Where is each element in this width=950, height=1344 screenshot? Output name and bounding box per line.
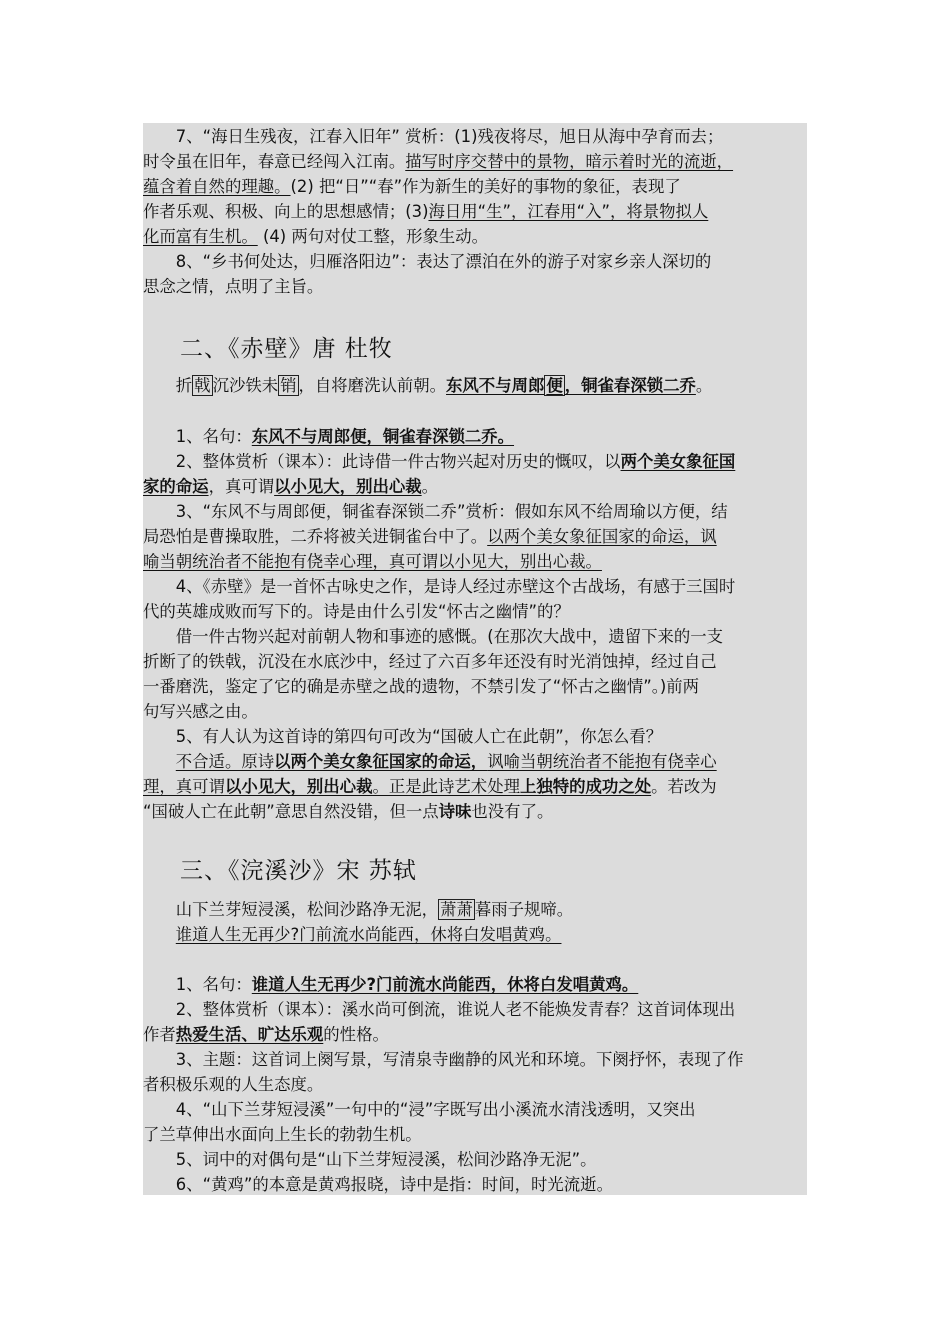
paragraph-line: 4、《赤壁》是一首怀古咏史之作，是诗人经过赤壁这个古战场，有感于三国时 — [143, 577, 736, 596]
paragraph-line: 8、“乡书何处达，归雁洛阳边”：表达了漂泊在外的游子对家乡亲人深切的 — [143, 252, 712, 271]
paragraph-line: 作者乐观、积极、向上的思想感情；(3)海日用“生”，江春用“入”，将景物拟人 — [143, 202, 709, 221]
paragraph-line: 5、词中的对偶句是“山下兰芽短浸溪，松间沙路净无泥”。 — [143, 1150, 597, 1169]
paragraph-line: 不合适。原诗以两个美女象征国家的命运，讽喻当朝统治者不能抱有侥幸心 — [175, 752, 717, 771]
poem-line: 谁道人生无再少?门前流水尚能西，休将白发唱黄鸡。 — [175, 925, 562, 944]
paragraph-line: “国破人亡在此朝”意思自然没错，但一点诗味也没有了。 — [143, 802, 554, 821]
paragraph-line: 蕴含着自然的理趣。(2) 把“日”“春”作为新生的美好的事物的象征，表现了 — [143, 177, 681, 196]
paragraph-line: 思念之情，点明了主旨。 — [143, 277, 324, 296]
paragraph-line: 1、名句：谁道人生无再少?门前流水尚能西，休将白发唱黄鸡。 — [143, 975, 639, 994]
paragraph-line: 一番磨洗，鉴定了它的确是赤壁之战的遗物，不禁引发了“怀古之幽情”。)前两 — [143, 677, 700, 696]
paragraph-line: 喻当朝统治者不能抱有侥幸心理，真可谓以小见大，别出心裁。 — [143, 552, 602, 571]
paragraph-line: 家的命运，真可谓以小见大，别出心裁。 — [143, 477, 439, 496]
poem-line: 山下兰芽短浸溪，松间沙路净无泥， 萧萧 暮雨子规啼。 — [143, 900, 574, 919]
paragraph-line: 折断了的铁戟，沉没在水底沙中，经过了六百多年还没有时光消蚀掉，经过自己 — [143, 652, 717, 671]
paragraph-line: 3、“东风不与周郎便，铜雀春深锁二乔”赏析：假如东风不给周瑜以方便，结 — [143, 502, 728, 521]
paragraph-line: 代的英雄成败而写下的。诗是由什么引发“怀古之幽情”的？ — [143, 602, 570, 621]
paragraph-line: 化而富有生机。 (4) 两句对仗工整，形象生动。 — [143, 227, 489, 246]
section-heading-huanxisha: 三、《浣溪沙》宋 苏轼 — [180, 858, 417, 884]
paragraph-line: 了兰草伸出水面向上生长的勃勃生机。 — [143, 1125, 422, 1144]
poem-line: 折 戟 沉沙铁未 销 ，自将磨洗认前朝。东风不与周郎 便 ，铜雀春深锁二乔。 — [143, 376, 713, 395]
paragraph-line: 2、整体赏析（课本）：此诗借一件古物兴起对历史的慨叹，以两个美女象征国 — [143, 452, 736, 471]
paragraph-line: 6、“黄鸡”的本意是黄鸡报晓，诗中是指：时间，时光流逝。 — [143, 1175, 613, 1194]
paragraph-line: 局恐怕是曹操取胜，二乔将被关进铜雀台中了。以两个美女象征国家的命运，讽 — [143, 527, 717, 546]
paragraph-line: 3、主题：这首词上阕写景，写清泉寺幽静的风光和环境。下阕抒怀，表现了作 — [143, 1050, 744, 1069]
paragraph-line: 2、整体赏析（课本）：溪水尚可倒流，谁说人老不能焕发青春？这首词体现出 — [143, 1000, 736, 1019]
paragraph-line: 句写兴感之由。 — [143, 702, 258, 721]
section-heading-chibi: 二、《赤壁》唐 杜牧 — [180, 336, 393, 362]
paragraph-line: 时令虽在旧年，春意已经闯入江南。描写时序交替中的景物，暗示着时光的流逝， — [143, 152, 734, 171]
paragraph-line: 借一件古物兴起对前朝人物和事迹的感慨。(在那次大战中，遗留下来的一支 — [143, 627, 724, 646]
paragraph-line: 5、有人认为这首诗的第四句可改为“国破人亡在此朝”，你怎么看？ — [143, 727, 663, 746]
paragraph-line: 作者热爱生活、旷达乐观的性格。 — [143, 1025, 389, 1044]
paragraph-line: 7、“海日生残夜，江春入旧年” 赏析：(1)残夜将尽，旭日从海中孕育而去； — [143, 127, 724, 146]
paragraph-line: 理，真可谓以小见大，别出心裁。正是此诗艺术处理上独特的成功之处。若改为 — [143, 777, 717, 796]
paragraph-line: 者积极乐观的人生态度。 — [143, 1075, 324, 1094]
paragraph-line: 1、名句：东风不与周郎便，铜雀春深锁二乔。 — [143, 427, 515, 446]
paragraph-line: 4、“山下兰芽短浸溪”一句中的“浸”字既写出小溪流水清浅透明，又突出 — [143, 1100, 696, 1119]
